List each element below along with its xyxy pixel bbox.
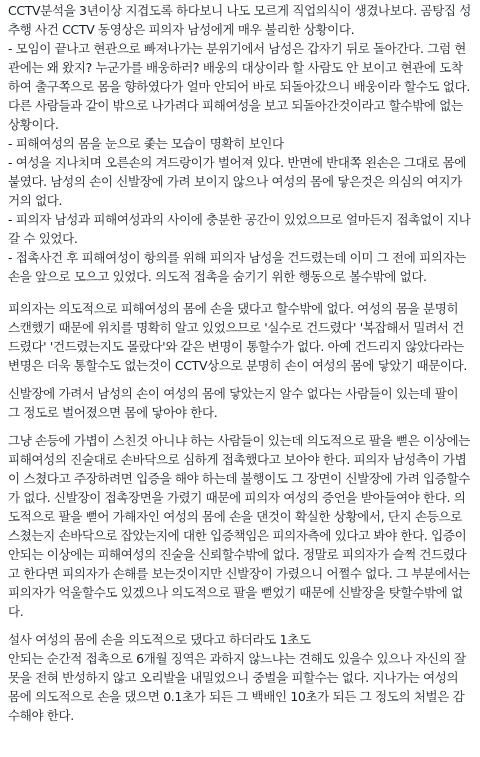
paragraph-spacer <box>8 621 472 630</box>
intro-paragraph: CCTV분석을 3년이상 지겹도록 하다보니 나도 모르게 직업의식이 생겼나보다. 곰탕집 성추행 사건 CCTV 동영상은 피의자 남성에게 매우 불리한 상황이다. <box>8 3 472 37</box>
paragraph-spacer <box>8 422 472 431</box>
paragraph-spacer <box>8 375 472 384</box>
burden-of-proof-paragraph: 그냥 손등에 가볍이 스친것 아니냐 하는 사람들이 있는데 의도적으로 팔을 뻗은 이상에는 피해여성의 진술대로 손바닥으로 심하게 접촉했다고 보아야 한다. 피의자 남성측이 가볍이 스쳤다고 주장하려면 입증을 해야 하는데 불행이도 그 장면이 신발장에 가려 입증할수가 없다. 신발장이 접촉장면을 가렸기 때문에 피의자 여성의 증언을 받아들여야 한다. 의도적으로 팔을 뻗어 가해자인 여성의 몸에 손을 댄것이 확실한 상황에서, 단지 손등으로 스쳤는지 손바닥으로 잡았는지에 대한 입증책임은 피의자측에 있다고 봐야 한다. 입증이 안되는 이상에는 피해여성의 진술을 신뢰할수밖에 없다. 정말로 피의자가 슬쩍 건드렸다고 한다면 피의자가 손해를 보는것이지만 신발장이 가렸으니 어쩔수 없다. 그 부분에서는 피의자가 억울할수도 있겠으나 의도적으로 팔을 뻗었기 때문에 신발장을 탓할수밖에 없다. <box>8 433 470 619</box>
shoe-cabinet-paragraph: 신발장에 가려서 남성의 손이 여성의 몸에 닿았는지 알수 없다는 사람들이 있는데 팔이 그 정도로 벌어졌으면 몸에 닿아야 한다. <box>8 386 459 420</box>
paragraph-spacer <box>8 286 472 299</box>
intent-paragraph: 피의자는 의도적으로 피해여성의 몸에 손을 댔다고 할수밖에 없다. 여성의 몸을 분명히 스캔했기 때문에 위치를 명확히 알고 있었으므로 '실수로 건드렸다' '복잡해서 밀려서 건드렸다' '건드렸는지도 몰랐다'와 같은 변명이 통할수가 없다. 아예 건드리지 않았다라는 변명은 더욱 통할수도 없는것이 CCTV상으로 분명히 손이 여성의 몸에 닿았기 때문이다. <box>8 301 468 373</box>
conclusion-paragraph: 설사 여성의 몸에 손을 의도적으로 댔다고 하더라도 1초도 안되는 순간적 접촉으로 6개월 징역은 과하지 않느냐는 견해도 있을수 있으나 자신의 잘못을 전혀 반성하지 않고 오리발을 내밀었으니 중벌을 피할수는 없다. 지나가는 여성의 몸에 의도적으로 손을 댔으면 0.1초가 되든 그 백배인 10초가 되든 그 정도의 처벌은 감수해야 한다. <box>8 632 466 723</box>
evidence-list-paragraph: - 모임이 끝나고 현관으로 빠져나가는 분위기에서 남성은 갑자기 뒤로 돌아간다. 그럼 현관에는 왜 왔지? 누군가를 배웅하러? 배웅의 대상이라 할 사람도 안 보이고 현관에 도착하여 출구쪽으로 몸을 향하였다가 얼마 안되어 바로 되돌아갔으니 배웅이라 할수도 없다. 다른 사람들과 같이 밖으로 나가려다 피해여성을 보고 되돌아간것이라고 할수밖에 없는 상황이다. - 피해여성의 몸을 눈으로 좇는 모습이 명확히 보인다 - 여성을 지나치며 오른손의 겨드랑이가 벌어져 있다. 반면에 반대쪽 왼손은 그대로 몸에 붙였다. 남성의 손이 신발장에 가려 보이지 않으나 여성의 몸에 닿은것은 의심의 여지가 거의 없다. - 피의자 남성과 피해여성과의 사이에 충분한 공간이 있었으므로 얼마든지 접촉없이 지나갈 수 있었다. - 접촉사건 후 피해여성이 항의를 위해 피의자 남성을 건드렸는데 이미 그 전에 피의자는 손을 앞으로 모으고 있었다. 의도적 접촉을 숨기기 위한 행동으로 볼수밖에 없다. <box>8 41 471 284</box>
